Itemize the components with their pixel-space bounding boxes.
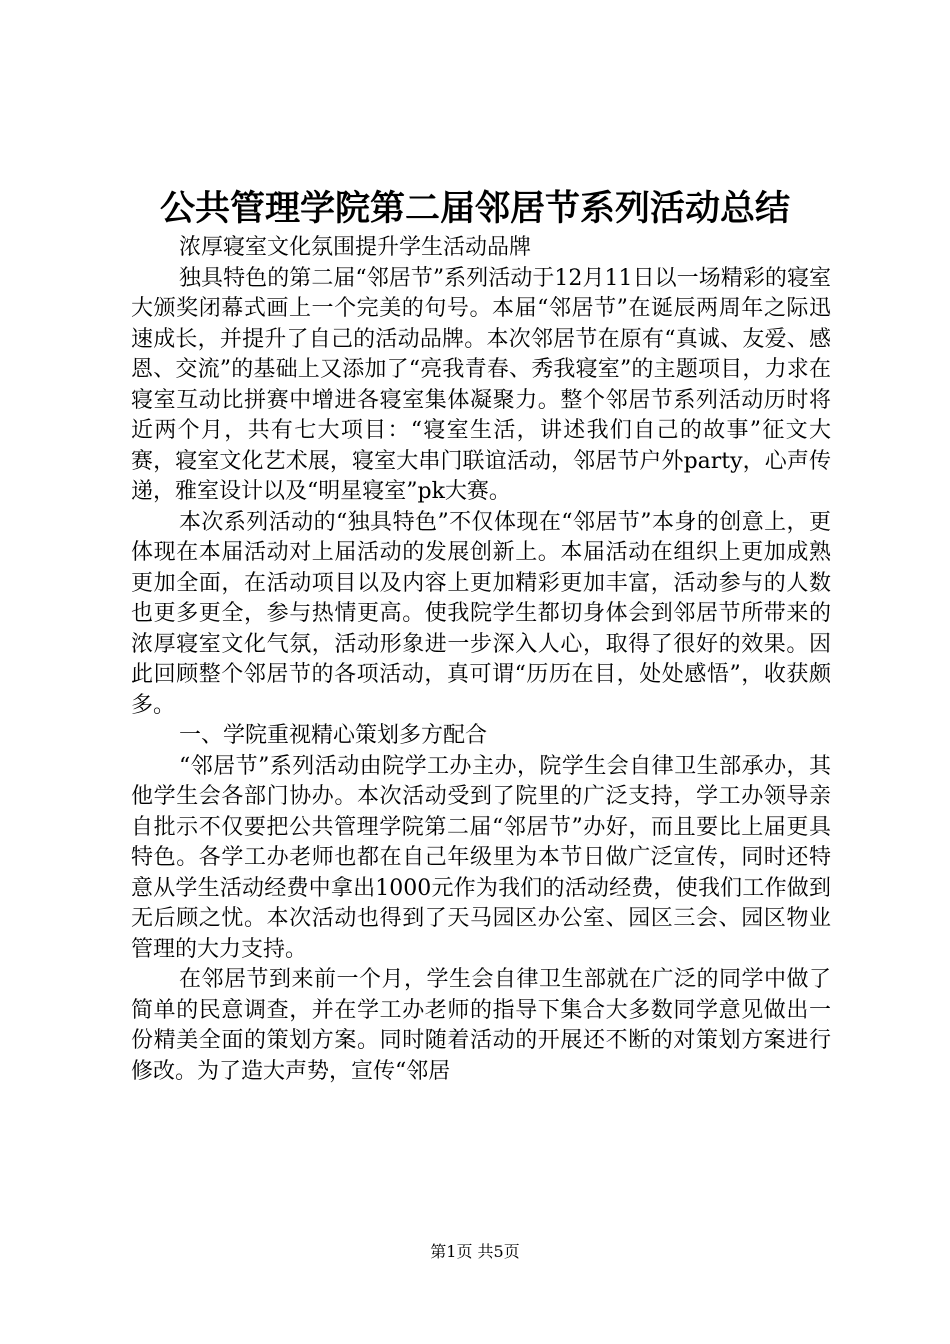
body-paragraph: “邻居节”系列活动由院学工办主办，院学生会自律卫生部承办，其他学生会各部门协办。本次活动受到了院里的广泛支持，学工办领导亲自批示不仅要把公共管理学院第二届“邻居节”办好，而且要比上届更具特色。各学工办老师也都在自己年级里为本节日做广泛宣传，同时还特意从学生活动经费中拿出1000元作为我们的活动经费，使我们工作做到无后顾之忧。本次活动也得到了天马园区办公室、园区三会、园区物业管理的大力支持。 — [131, 753, 831, 962]
body-paragraph: 本次系列活动的“独具特色”不仅体现在“邻居节”本身的创意上，更体现在本届活动对上届活动的发展创新上。本届活动在组织上更加成熟更加全面，在活动项目以及内容上更加精彩更加丰富，活动参与的人数也更多更全，参与热情更高。使我院学生都切身体会到邻居节所带来的浓厚寝室文化气氛，活动形象进一步深入人心，取得了很好的效果。因此回顾整个邻居节的各项活动，真可谓“历历在目，处处感悟”，收获颇多。 — [131, 509, 831, 718]
page-footer: 第1页 共5页 — [430, 1242, 520, 1261]
body-paragraph: 独具特色的第二届“邻居节”系列活动于12月11日以一场精彩的寝室大颁奖闭幕式画上一个完美的句号。本届“邻居节”在诞辰两周年之际迅速成长，并提升了自己的活动品牌。本次邻居节在原有“真诚、友爱、感恩、交流”的基础上又添加了“亮我青春、秀我寝室”的主题项目，力求在寝室互动比拼赛中增进各寝室集体凝聚力。整个邻居节系列活动历时将近两个月，共有七大项目：“寝室生活，讲述我们自己的故事”征文大赛，寝室文化艺术展，寝室大串门联谊活动，邻居节户外party，心声传递，雅室设计以及“明星寝室”pk大赛。 — [131, 265, 832, 504]
section-heading: 一、学院重视精心策划多方配合 — [179, 723, 488, 748]
document-body — [131, 233, 831, 1087]
body-paragraph: 在邻居节到来前一个月，学生会自律卫生部就在广泛的同学中做了简单的民意调查，并在学工办老师的指导下集合大多数同学意见做出一份精美全面的策划方案。同时随着活动的开展还不断的对策划方案进行修改。为了造大声势，宣传“邻居 — [131, 967, 831, 1084]
subtitle-paragraph: 浓厚寝室文化氛围提升学生活动品牌 — [179, 235, 532, 260]
document-title: 公共管理学院第二届邻居节系列活动总结 — [159, 188, 790, 229]
